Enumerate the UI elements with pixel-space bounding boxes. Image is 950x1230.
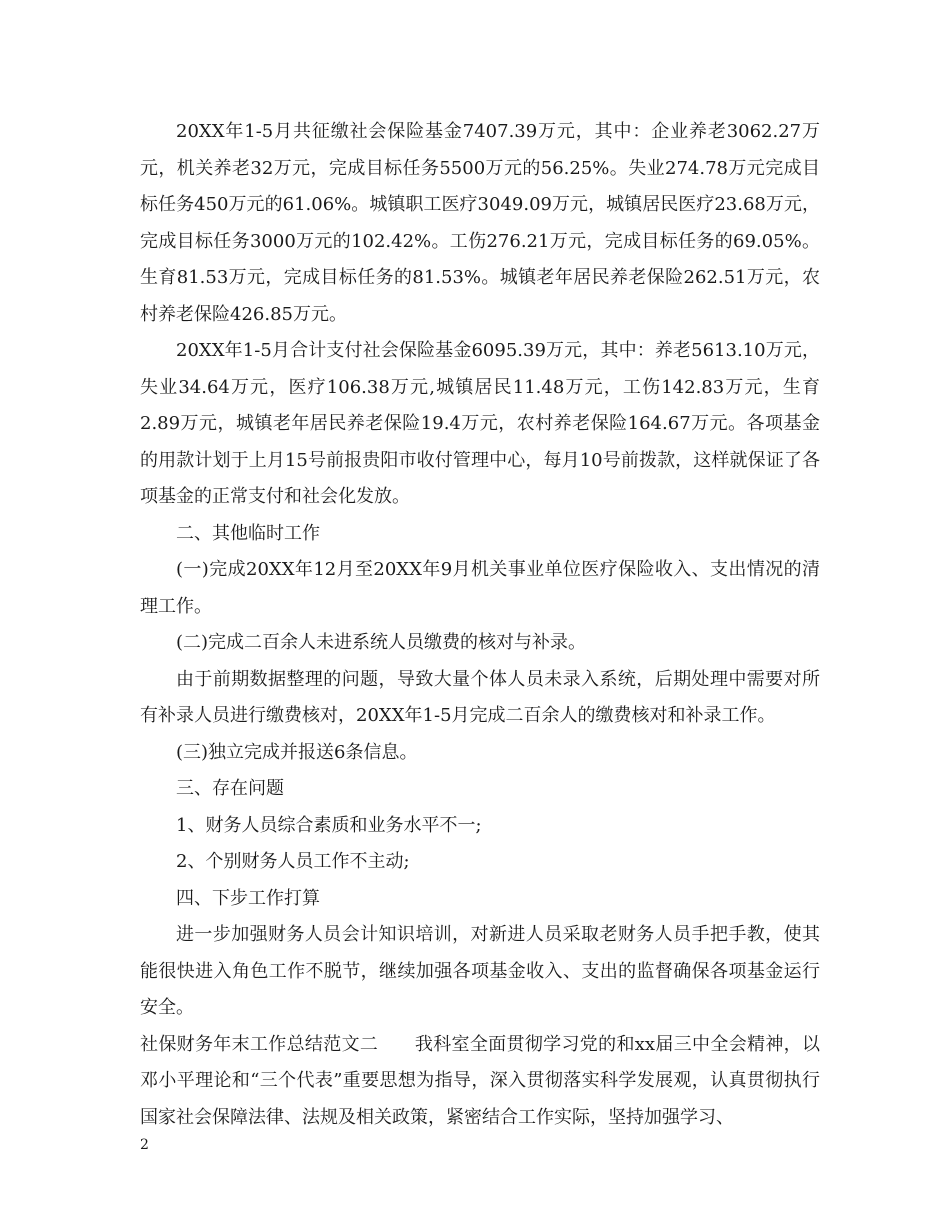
paragraph-fund-payment: 20XX年1-5月合计支付社会保险基金6095.39万元，其中：养老5613.10万元，失业34.64万元，医疗106.38万元,城镇居民11.48万元，工伤142.83万元，生育2.89万元，城镇老年居民养老保险19.4万元，农村养老保险164.67万元。各项基金的用款计划于上月15号前报贵阳市收付管理中心，每月10号前拨款，这样就保证了各项基金的正常支付和社会化发放。	[140, 340, 820, 507]
document-body	[140, 114, 820, 1136]
problem-item-2: 2、个别财务人员工作不主动;	[176, 851, 410, 872]
paragraph-next-steps: 进一步加强财务人员会计知识培训，对新进人员采取老财务人员手把手教，使其能很快进入角色工作不脱节，继续加强各项基金收入、支出的监督确保各项基金运行安全。	[140, 924, 820, 1018]
section-heading-next-steps: 四、下步工作打算	[176, 887, 320, 909]
section-heading-problems: 三、存在问题	[176, 778, 284, 799]
paragraph-item-2-detail: 由于前期数据整理的问题，导致大量个体人员未录入系统，后期处理中需要对所有补录人员进行缴费核对，20XX年1-5月完成二百余人的缴费核对和补录工作。	[140, 668, 820, 726]
page-number: 2	[140, 1137, 149, 1153]
problem-item-1: 1、财务人员综合素质和业务水平不一;	[176, 814, 482, 836]
paragraph-item-2: (二)完成二百余人未进系统人员缴费的核对与补录。	[176, 632, 587, 653]
paragraph-item-3: (三)独立完成并报送6条信息。	[176, 741, 418, 763]
section-heading-temporary-work: 二、其他临时工作	[176, 522, 320, 544]
paragraph-summary-two: 社保财务年末工作总结范文二 我科室全面贯彻学习党的和xx届三中全会精神，以邓小平理论和“三个代表”重要思想为指导，深入贯彻落实科学发展观，认真贯彻执行国家社会保障法律、法规及相关政策，紧密结合工作实际，坚持加强学习、	[140, 1033, 820, 1128]
paragraph-fund-collection: 20XX年1-5月共征缴社会保险基金7407.39万元，其中：企业养老3062.27万元，机关养老32万元，完成目标任务5500万元的56.25%。失业274.78万元完成目标任务450万元的61.06%。城镇职工医疗3049.09万元，城镇居民医疗23.68万元，完成目标任务3000万元的102.42%。工伤276.21万元，完成目标任务的69.05%。生育81.53万元，完成目标任务的81.53%。城镇老年居民养老保险262.51万元，农村养老保险426.85万元。	[140, 121, 820, 325]
paragraph-item-1: (一)完成20XX年12月至20XX年9月机关事业单位医疗保险收入、支出情况的清理工作。	[140, 559, 820, 617]
